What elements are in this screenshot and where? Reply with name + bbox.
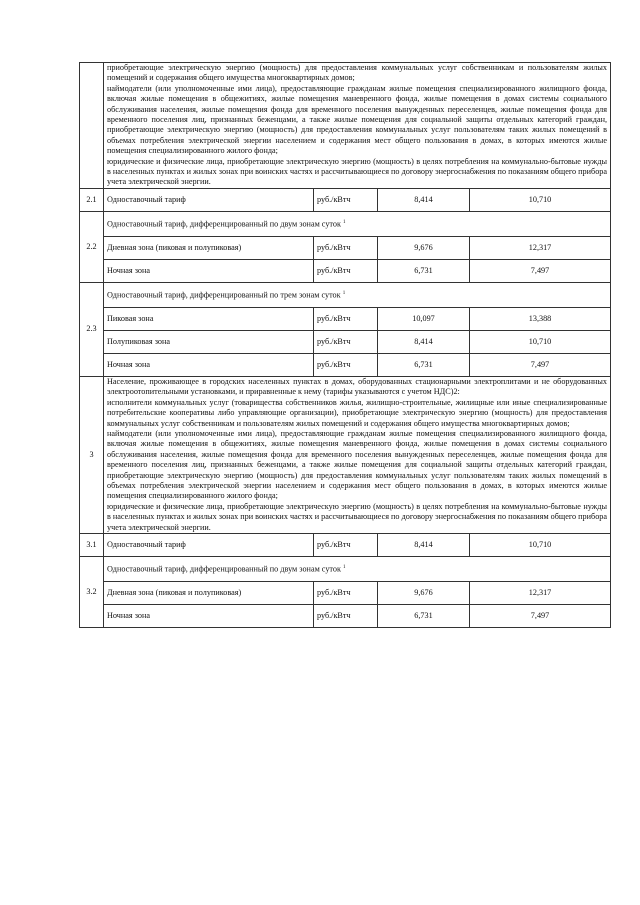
footnote-mark: 1 bbox=[343, 219, 346, 225]
value-cell: 8,414 bbox=[378, 533, 470, 556]
row-number: 3.1 bbox=[80, 533, 104, 556]
table-row bbox=[80, 581, 611, 604]
value-cell: 8,414 bbox=[378, 188, 470, 211]
unit-cell: руб./кВтч bbox=[314, 307, 378, 330]
row-number: 2.2 bbox=[80, 211, 104, 282]
value-cell: 12,317 bbox=[470, 581, 611, 604]
unit-cell: руб./кВтч bbox=[314, 581, 378, 604]
value-cell: 12,317 bbox=[470, 236, 611, 259]
table-row bbox=[80, 556, 611, 581]
table-row bbox=[80, 188, 611, 211]
tariff-heading-text: Одноставочный тариф, дифференцированный по трем зонам суток bbox=[107, 290, 341, 300]
tariff-heading-text: Одноставочный тариф, дифференцированный по двум зонам суток bbox=[107, 564, 341, 574]
table-row bbox=[80, 282, 611, 307]
unit-cell: руб./кВтч bbox=[314, 188, 378, 211]
value-cell: 6,731 bbox=[378, 259, 470, 282]
table-row bbox=[80, 353, 611, 376]
description-paragraph: юридические и физические лица, приобретающие электрическую энергию (мощность) в целях потребления на коммунально-бытовые нужды в населенных пунктах и жилых зонах при воинских частях и рассчитывающиеся по договору энергоснабжения по показаниям общего прибора учета электрической энергии. bbox=[107, 156, 608, 187]
value-cell: 10,710 bbox=[470, 533, 611, 556]
table-row bbox=[80, 63, 611, 189]
table-row bbox=[80, 330, 611, 353]
table-row bbox=[80, 604, 611, 627]
description-paragraph: наймодатели (или уполномоченные ими лица), предоставляющие гражданам жилые помещения специализированного жилищного фонда, включая жилые помещения в общежитиях, жилые помещения маневренного фонда, жилые помещения в домах системы социального обслуживания населения, жилые помещения фонда для временного поселения вынужденных переселенцев, жилые помещения фонда для временного поселения лиц, признанных беженцами, а также жилые помещения для социальной защиты отдельных категорий граждан, приобретающие электрическую энергию (мощность) для предоставления коммунальных услуг пользователям таких жилых помещений в объемах потребления электрической энергии населением и содержания мест общего пользования в домах, в которых имеются жилые помещения специализированного жилого фонда; bbox=[107, 428, 608, 501]
tariff-heading-text: Одноставочный тариф, дифференцированный по двум зонам суток bbox=[107, 219, 341, 229]
value-cell: 10,710 bbox=[470, 188, 611, 211]
table-row bbox=[80, 259, 611, 282]
unit-cell: руб./кВтч bbox=[314, 330, 378, 353]
row-number: 3 bbox=[80, 376, 104, 533]
table-row bbox=[80, 376, 611, 533]
table-row bbox=[80, 236, 611, 259]
table-row bbox=[80, 211, 611, 236]
value-cell: 7,497 bbox=[470, 353, 611, 376]
description-paragraph: Население, проживающее в городских населенных пунктах в домах, оборудованных стационарными электроплитами и не оборудованных электроотопительными установками, и приравненные к нему (тарифы указываются с учетом НДС)2: bbox=[107, 376, 608, 397]
value-cell: 13,388 bbox=[470, 307, 611, 330]
tariff-name: Одноставочный тариф bbox=[104, 533, 314, 556]
value-cell: 9,676 bbox=[378, 581, 470, 604]
tariff-heading bbox=[104, 556, 611, 581]
footnote-mark: 1 bbox=[342, 290, 346, 296]
tariff-name: Пиковая зона bbox=[104, 307, 314, 330]
tariff-name: Ночная зона bbox=[104, 259, 314, 282]
value-cell: 9,676 bbox=[378, 236, 470, 259]
tariff-name: Ночная зона bbox=[104, 604, 314, 627]
value-cell: 6,731 bbox=[378, 353, 470, 376]
unit-cell: руб./кВтч bbox=[314, 533, 378, 556]
row-number bbox=[80, 63, 104, 189]
footnote-mark: 1 bbox=[343, 564, 346, 570]
tariff-heading bbox=[104, 282, 611, 307]
description-paragraph: юридические и физические лица, приобретающие электрическую энергию (мощность) в целях потребления на коммунально-бытовые нужды в населенных пунктах и жилых зонах при воинских частях и рассчитывающиеся по договору энергоснабжения по показаниям общего прибора учета электрической энергии. bbox=[107, 501, 608, 532]
unit-cell: руб./кВтч bbox=[314, 236, 378, 259]
tariff-heading bbox=[104, 211, 611, 236]
value-cell: 8,414 bbox=[378, 330, 470, 353]
unit-cell: руб./кВтч bbox=[314, 353, 378, 376]
value-cell: 10,097 bbox=[378, 307, 470, 330]
table-row bbox=[80, 307, 611, 330]
description-paragraph: приобретающие электрическую энергию (мощность) для предоставления коммунальных услуг собственникам и пользователям жилых помещений и содержания общего имущества многоквартирных домов; bbox=[107, 63, 608, 83]
table-row bbox=[80, 533, 611, 556]
tariff-name: Одноставочный тариф bbox=[104, 188, 314, 211]
tariff-name: Дневная зона (пиковая и полупиковая) bbox=[104, 581, 314, 604]
row-number: 2.1 bbox=[80, 188, 104, 211]
value-cell: 7,497 bbox=[470, 259, 611, 282]
tariff-name: Полупиковая зона bbox=[104, 330, 314, 353]
tariff-name: Ночная зона bbox=[104, 353, 314, 376]
tariff-table bbox=[79, 62, 611, 628]
consumer-description bbox=[104, 63, 611, 189]
description-paragraph: наймодатели (или уполномоченные ими лица), предоставляющие гражданам жилые помещения специализированного жилищного фонда, включая жилые помещения в общежитиях, жилые помещения маневренного фонда, жилые помещения в домах системы социального обслуживания населения, жилые помещения фонда для временного поселения вынужденных переселенцев, жилые помещения фонда для временного поселения лиц, признанных беженцами, а также жилые помещения для социальной защиты отдельных категорий граждан, приобретающие электрическую энергию (мощность) для предоставления коммунальных услуг пользователям таких жилых помещений в объемах потребления электрической энергии населением и содержания мест общего пользования в домах, в которых имеются жилые помещения специализированного жилого фонда; bbox=[107, 83, 608, 156]
row-number: 2.3 bbox=[80, 282, 104, 376]
description-paragraph: исполнители коммунальных услуг (товарищества собственников жилья, жилищно-строительные, жилищные или иные специализированные потребительские кооперативы либо управляющие организации), приобретающие электрическую энергию (мощность) для предоставления коммунальных услуг собственникам и пользователям жилых помещений и содержания общего имущества многоквартирных домов; bbox=[107, 397, 608, 428]
value-cell: 7,497 bbox=[470, 604, 611, 627]
value-cell: 10,710 bbox=[470, 330, 611, 353]
tariff-name: Дневная зона (пиковая и полупиковая) bbox=[104, 236, 314, 259]
unit-cell: руб./кВтч bbox=[314, 604, 378, 627]
value-cell: 6,731 bbox=[378, 604, 470, 627]
row-number: 3.2 bbox=[80, 556, 104, 627]
unit-cell: руб./кВтч bbox=[314, 259, 378, 282]
consumer-description bbox=[104, 376, 611, 533]
